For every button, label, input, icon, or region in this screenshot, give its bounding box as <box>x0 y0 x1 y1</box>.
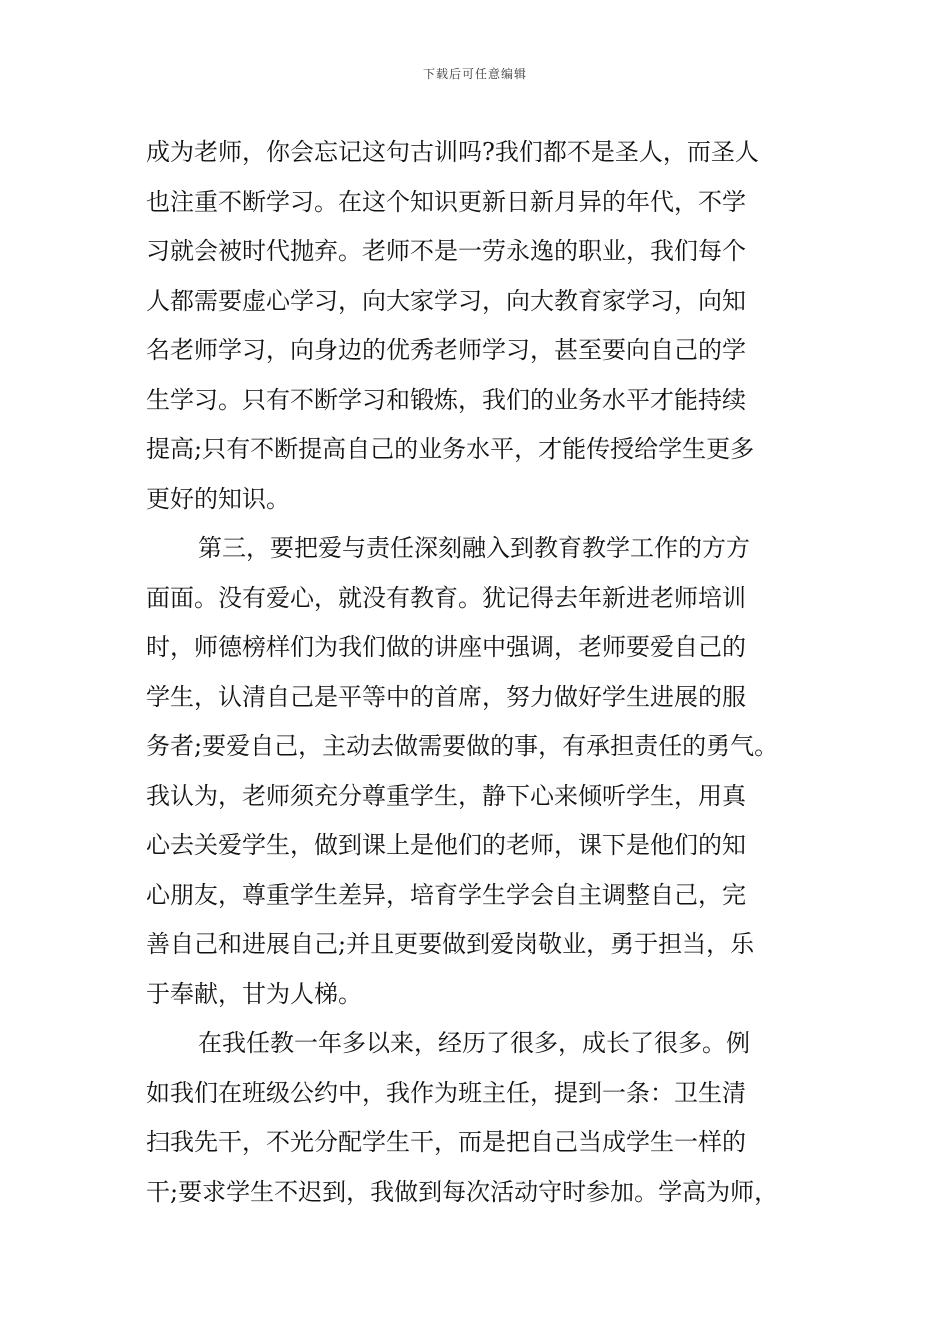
text-line: 名老师学习，向身边的优秀老师学习，甚至要向自己的学 <box>146 336 746 364</box>
paragraph <box>146 524 836 1019</box>
paragraph <box>146 128 836 524</box>
text-line: 习就会被时代抛弃。老师不是一劳永逸的职业，我们每个 <box>146 237 746 265</box>
text-line: 心朋友，尊重学生差异，培育学生学会自主调整自己，完 <box>146 880 746 909</box>
text-line: 如我们在班级公约中，我作为班主任，提到一条：卫生清 <box>146 1078 746 1107</box>
text-line: 善自己和进展自己;并且更要做到爱岗敬业，勇于担当，乐 <box>146 930 755 958</box>
text-line: 心去关爱学生，做到课上是他们的老师，课下是他们的知 <box>146 831 746 859</box>
text-line: 提高;只有不断提高自己的业务水平，才能传授给学生更多 <box>146 435 755 463</box>
text-line: 面面。没有爱心，就没有教育。犹记得去年新进老师培训 <box>146 583 746 612</box>
text-line: 时，师德榜样们为我们做的讲座中强调，老师要爱自己的 <box>146 633 746 661</box>
text-line: 第三，要把爱与责任深刻融入到教育教学工作的方方 <box>198 534 750 562</box>
text-line: 在我任教一年多以来，经历了很多，成长了很多。例 <box>198 1029 750 1057</box>
text-line: 也注重不断学习。在这个知识更新日新月异的年代，不学 <box>146 187 746 216</box>
text-line: 务者;要爱自己，主动去做需要做的事，有承担责任的勇气。 <box>146 732 779 760</box>
text-line: 我认为，老师须充分尊重学生，静下心来倾听学生，用真 <box>146 781 746 810</box>
text-line: 干;要求学生不迟到，我做到每次活动守时参加。学高为师， <box>146 1177 779 1206</box>
page-header: 下载后可任意编辑 <box>422 67 527 81</box>
text-line: 扫我先干，不光分配学生干，而是把自己当成学生一样的 <box>146 1128 746 1156</box>
document-body <box>146 128 836 1217</box>
paragraph <box>146 1019 836 1217</box>
text-line: 生学习。只有不断学习和锻炼，我们的业务水平才能持续 <box>146 385 746 414</box>
text-line: 成为老师，你会忘记这句古训吗?我们都不是圣人，而圣人 <box>146 138 759 166</box>
text-line: 人都需要虚心学习，向大家学习，向大教育家学习，向知 <box>146 286 746 315</box>
text-line: 学生，认清自己是平等中的首席，努力做好学生进展的服 <box>146 682 746 711</box>
text-line: 更好的知识。 <box>146 484 290 513</box>
text-line: 于奉献，甘为人梯。 <box>146 979 362 1008</box>
